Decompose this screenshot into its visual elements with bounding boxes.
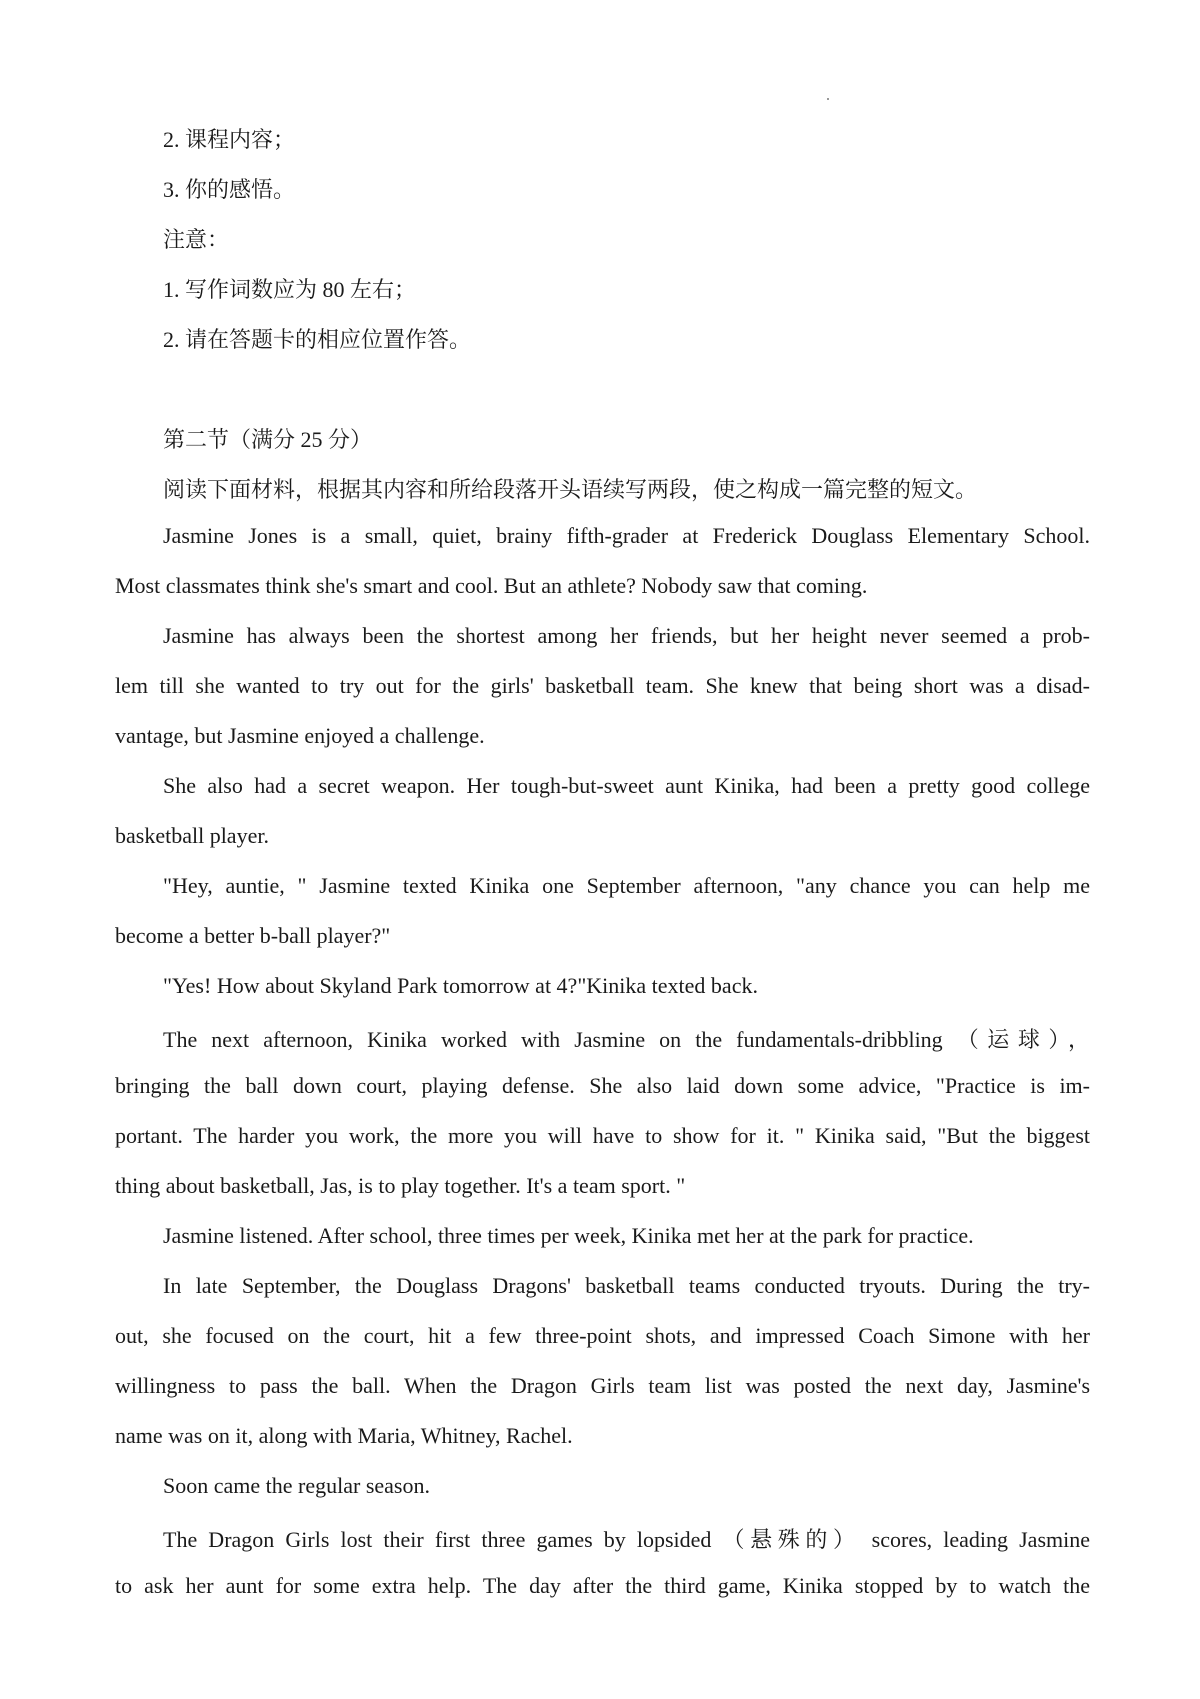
section-title: 第二节（满分 25 分） — [163, 427, 373, 452]
story-line: The Dragon Girls lost their first three games by lopsided （悬殊的） scores, leading Jasmine — [163, 1527, 1090, 1552]
story-line: Jasmine Jones is a small, quiet, brainy fifth-grader at Frederick Douglass Elementary School. — [163, 523, 1090, 548]
note-heading: 注意： — [163, 227, 230, 252]
story-line: Jasmine has always been the shortest among her friends, but her height never seemed a prob- — [163, 623, 1090, 648]
story-line: Most classmates think she's smart and cool. But an athlete? Nobody saw that coming. — [115, 573, 868, 598]
story-line: become a better b-ball player?" — [115, 923, 391, 948]
list-item: 2. 请在答题卡的相应位置作答。 — [163, 327, 472, 352]
story-line: Jasmine listened. After school, three times per week, Kinika met her at the park for practice. — [163, 1223, 974, 1248]
story-line: "Hey, auntie, " Jasmine texted Kinika one September afternoon, "any chance you can help me — [163, 873, 1090, 898]
story-line: Soon came the regular season. — [163, 1473, 430, 1498]
story-line: out, she focused on the court, hit a few three-point shots, and impressed Coach Simone with her — [115, 1323, 1090, 1348]
story-line: portant. The harder you work, the more you will have to show for it. " Kinika said, "But the biggest — [115, 1123, 1090, 1148]
story-line: to ask her aunt for some extra help. The day after the third game, Kinika stopped by to watch the — [115, 1573, 1090, 1598]
story-line: vantage, but Jasmine enjoyed a challenge. — [115, 723, 485, 748]
list-item: 3. 你的感悟。 — [163, 177, 296, 202]
list-item: 2. 课程内容； — [163, 127, 296, 152]
story-line: "Yes! How about Skyland Park tomorrow at 4?"Kinika texted back. — [163, 973, 758, 998]
story-line: basketball player. — [115, 823, 269, 848]
story-line: thing about basketball, Jas, is to play together. It's a team sport. " — [115, 1173, 686, 1198]
story-line: She also had a secret weapon. Her tough-but-sweet aunt Kinika, had been a pretty good college — [163, 773, 1090, 798]
story-line: lem till she wanted to try out for the girls' basketball team. She knew that being short was a disad- — [115, 673, 1090, 698]
instructions: 阅读下面材料，根据其内容和所给段落开头语续写两段，使之构成一篇完整的短文。 — [163, 477, 978, 502]
list-item: 1. 写作词数应为 80 左右； — [163, 277, 417, 302]
stray-mark — [827, 98, 829, 100]
story-line: In late September, the Douglass Dragons' basketball teams conducted tryouts. During the try- — [163, 1273, 1090, 1298]
story-line: The next afternoon, Kinika worked with Jasmine on the fundamentals-dribbling （运球）， — [163, 1027, 1090, 1052]
story-line: bringing the ball down court, playing defense. She also laid down some advice, "Practice is im- — [115, 1073, 1090, 1098]
story-line: name was on it, along with Maria, Whitney, Rachel. — [115, 1423, 573, 1448]
story-line: willingness to pass the ball. When the Dragon Girls team list was posted the next day, Jasmine's — [115, 1373, 1090, 1398]
